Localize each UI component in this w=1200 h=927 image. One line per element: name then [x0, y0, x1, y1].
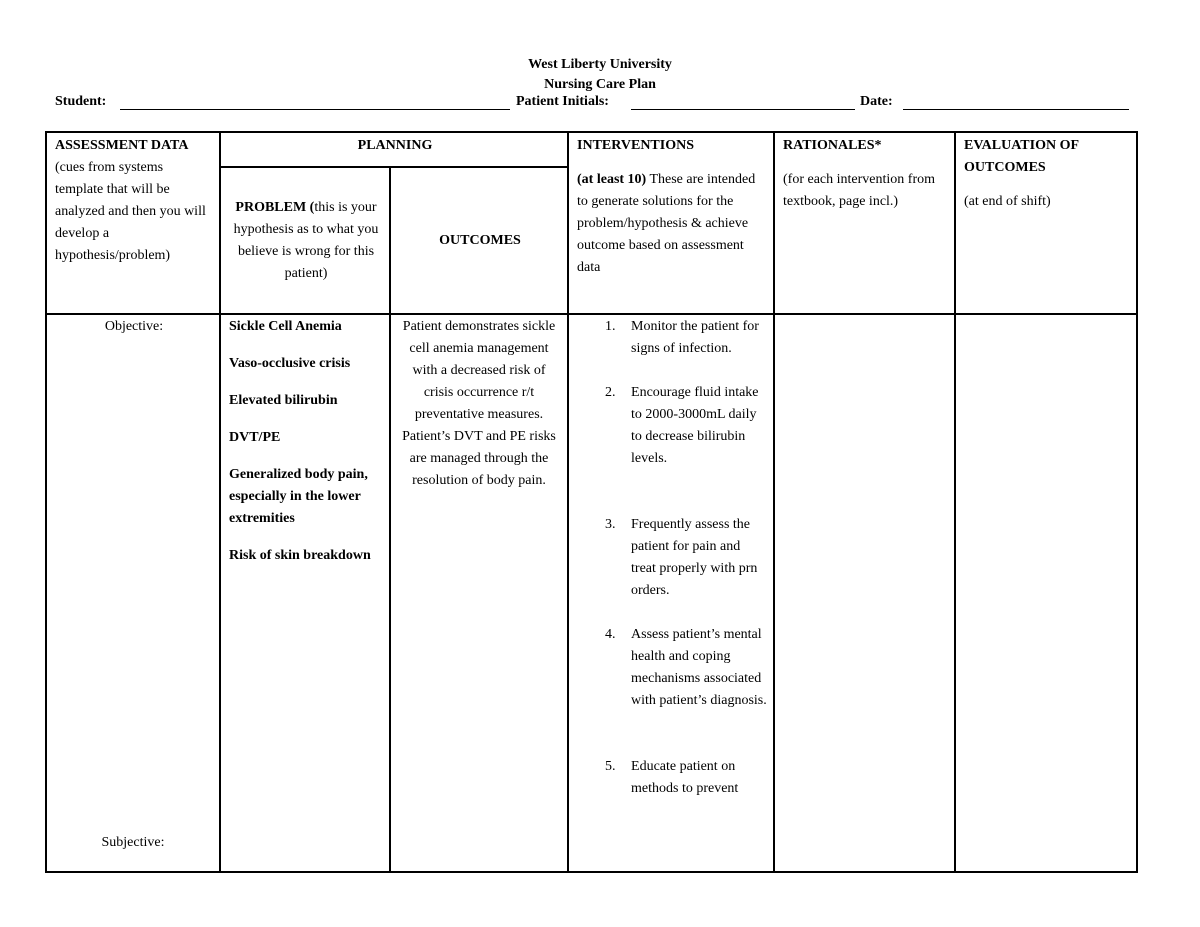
- problem-body-cell: [220, 314, 390, 872]
- outcomes-body-cell: [390, 314, 568, 872]
- intervention-number: 4.: [605, 627, 616, 642]
- student-field[interactable]: [120, 109, 510, 110]
- objective-label: Objective:: [104, 319, 164, 334]
- problem-item: Vaso-occlusive crisis: [229, 356, 351, 371]
- interventions-note: These are intended to generate solutions for the problem/hypothesis & achieve outcome based on assessment data: [577, 172, 756, 275]
- interventions-note-bold: (at least 10): [577, 172, 647, 187]
- evaluation-note: (at end of shift): [964, 194, 1051, 209]
- date-label: Date:: [860, 94, 893, 109]
- intervention-text: Monitor the patient for signs of infection.: [631, 319, 759, 356]
- interventions-header-cell: [568, 132, 774, 314]
- interventions-list: [577, 316, 767, 800]
- intervention-number: 5.: [605, 759, 616, 774]
- interventions-heading: INTERVENTIONS: [577, 138, 694, 153]
- problem-item: DVT/PE: [229, 430, 281, 445]
- university-name: West Liberty University: [528, 57, 672, 72]
- problem-item: Risk of skin breakdown: [229, 548, 371, 563]
- intervention-number: 2.: [605, 385, 616, 400]
- subjective-label: Subjective:: [101, 835, 165, 850]
- patient-initials-field[interactable]: [631, 109, 855, 110]
- intervention-number: 1.: [605, 319, 616, 334]
- assessment-subheading: (cues from systems template that will be analyzed and then you will develop a hypothesis/problem): [55, 160, 206, 263]
- problem-heading: PROBLEM (: [235, 199, 315, 215]
- intervention-item: [577, 514, 767, 602]
- assessment-header-cell: [46, 132, 220, 314]
- evaluation-heading: EVALUATION OF OUTCOMES: [964, 138, 1079, 175]
- header-fields: [55, 94, 1130, 112]
- rationales-note: (for each intervention from textbook, page incl.): [783, 172, 936, 209]
- rationales-body-cell[interactable]: [774, 314, 955, 872]
- rationales-heading: RATIONALES*: [783, 138, 882, 153]
- intervention-number: 3.: [605, 517, 616, 532]
- intervention-item: [577, 756, 767, 800]
- problem-item: Sickle Cell Anemia: [229, 319, 342, 334]
- assessment-body-cell: [46, 314, 220, 872]
- problem-item: Elevated bilirubin: [229, 393, 338, 408]
- patient-initials-label: Patient Initials:: [516, 94, 609, 109]
- date-field[interactable]: [903, 109, 1129, 110]
- rationales-header-cell: [774, 132, 955, 314]
- intervention-item: [577, 316, 767, 360]
- problem-item: Generalized body pain, especially in the lower extremities: [229, 467, 368, 526]
- intervention-text: Encourage fluid intake to 2000-3000mL daily to decrease bilirubin levels.: [631, 385, 759, 466]
- document-title: Nursing Care Plan: [544, 77, 656, 92]
- outcomes-heading: OUTCOMES: [390, 167, 568, 314]
- evaluation-header-cell: [955, 132, 1137, 314]
- intervention-item: [577, 624, 767, 712]
- intervention-text: Assess patient’s mental health and coping mechanisms associated with patient’s diagnosis.: [631, 627, 767, 708]
- planning-heading: PLANNING: [220, 132, 568, 167]
- interventions-body-cell: [568, 314, 774, 872]
- evaluation-body-cell[interactable]: [955, 314, 1137, 872]
- assessment-heading: ASSESSMENT DATA: [55, 138, 189, 153]
- care-plan-table: [45, 131, 1138, 873]
- intervention-item: [577, 382, 767, 470]
- outcome-text: Patient demonstrates sickle cell anemia management with a decreased risk of crisis occurrence r/t preventative measures. Patient’s DVT and PE risks are managed through the resolution of body pain.: [402, 319, 556, 488]
- intervention-text: Educate patient on methods to prevent: [631, 759, 739, 796]
- problem-subheading: this is your hypothesis as to what you believe is wrong for this patient): [233, 199, 379, 281]
- student-label: Student:: [55, 94, 107, 109]
- problem-header-cell: [220, 167, 390, 314]
- intervention-text: Frequently assess the patient for pain and treat properly with prn orders.: [631, 517, 758, 598]
